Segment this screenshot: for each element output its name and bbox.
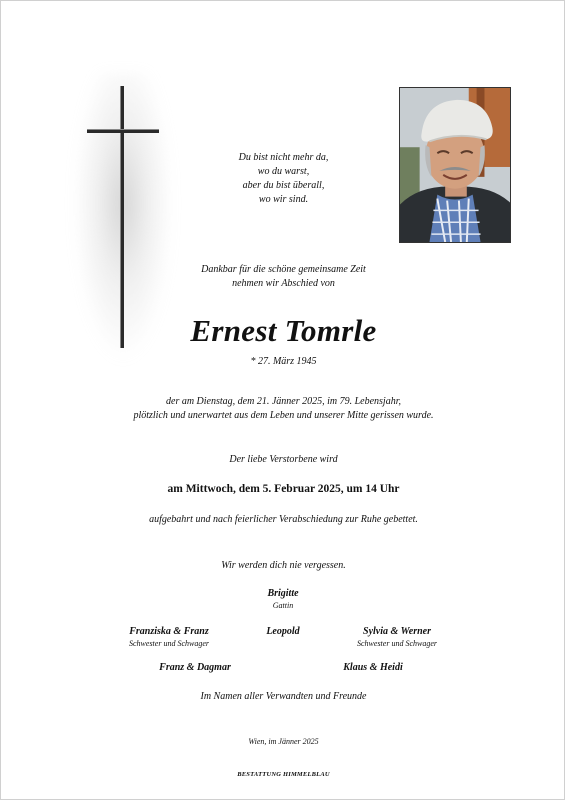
mourner-franziska-franz [109, 625, 229, 649]
mourner-name: Klaus & Heidi [343, 662, 403, 673]
mourner-name: Brigitte [267, 588, 299, 599]
poem [1, 151, 565, 207]
poem-line: wo du warst, [257, 166, 310, 177]
poem-line: aber du bist überall, [242, 180, 325, 191]
mourner-name: Sylvia & Werner [363, 626, 431, 637]
mourner-role: Schwester und Schwager [357, 639, 437, 648]
lying-in-state-text: aufgebahrt und nach feierlicher Verabschiedung zur Ruhe gebettet. [149, 514, 418, 525]
gratitude-line: nehmen wir Abschied von [232, 278, 335, 289]
cross-icon-bar [87, 129, 159, 133]
death-announcement [1, 395, 565, 423]
mourner-name: Franz & Dagmar [159, 662, 231, 673]
mourner-name: Franziska & Franz [129, 626, 209, 637]
mourner-franz-dagmar [135, 661, 255, 674]
mourner-sylvia-werner [337, 625, 457, 649]
ceremony-date: am Mittwoch, dem 5. Februar 2025, um 14 Uhr [167, 483, 400, 495]
undertaker-name: BESTATTUNG HIMMELBLAU [237, 771, 330, 778]
farewell-text: Wir werden dich nie vergessen. [221, 560, 346, 571]
place-date: Wien, im Jänner 2025 [248, 737, 319, 746]
gratitude-line: Dankbar für die schöne gemeinsame Zeit [201, 264, 366, 275]
mourner-role: Gattin [272, 601, 294, 610]
mourner-leopold [243, 625, 323, 638]
deceased-name: Ernest Tomrle [190, 313, 377, 348]
mourner-role: Schwester und Schwager [129, 639, 209, 648]
death-line: der am Dienstag, dem 21. Jänner 2025, im 79. Lebensjahr, [166, 396, 401, 407]
mourner-name: Leopold [266, 626, 300, 637]
cross-icon [120, 86, 124, 348]
gratitude-text [1, 263, 565, 291]
closing-text: Im Namen aller Verwandten und Freunde [200, 691, 367, 702]
death-line: plötzlich und unerwartet aus dem Leben und unserer Mitte gerissen wurde. [133, 410, 434, 421]
poem-line: Du bist nicht mehr da, [238, 152, 329, 163]
poem-line: wo wir sind. [258, 194, 309, 205]
mourner-brigitte [233, 587, 333, 611]
mourner-klaus-heidi [313, 661, 433, 674]
birth-date: * 27. März 1945 [250, 356, 317, 367]
funeral-intro: Der liebe Verstorbene wird [229, 454, 338, 465]
